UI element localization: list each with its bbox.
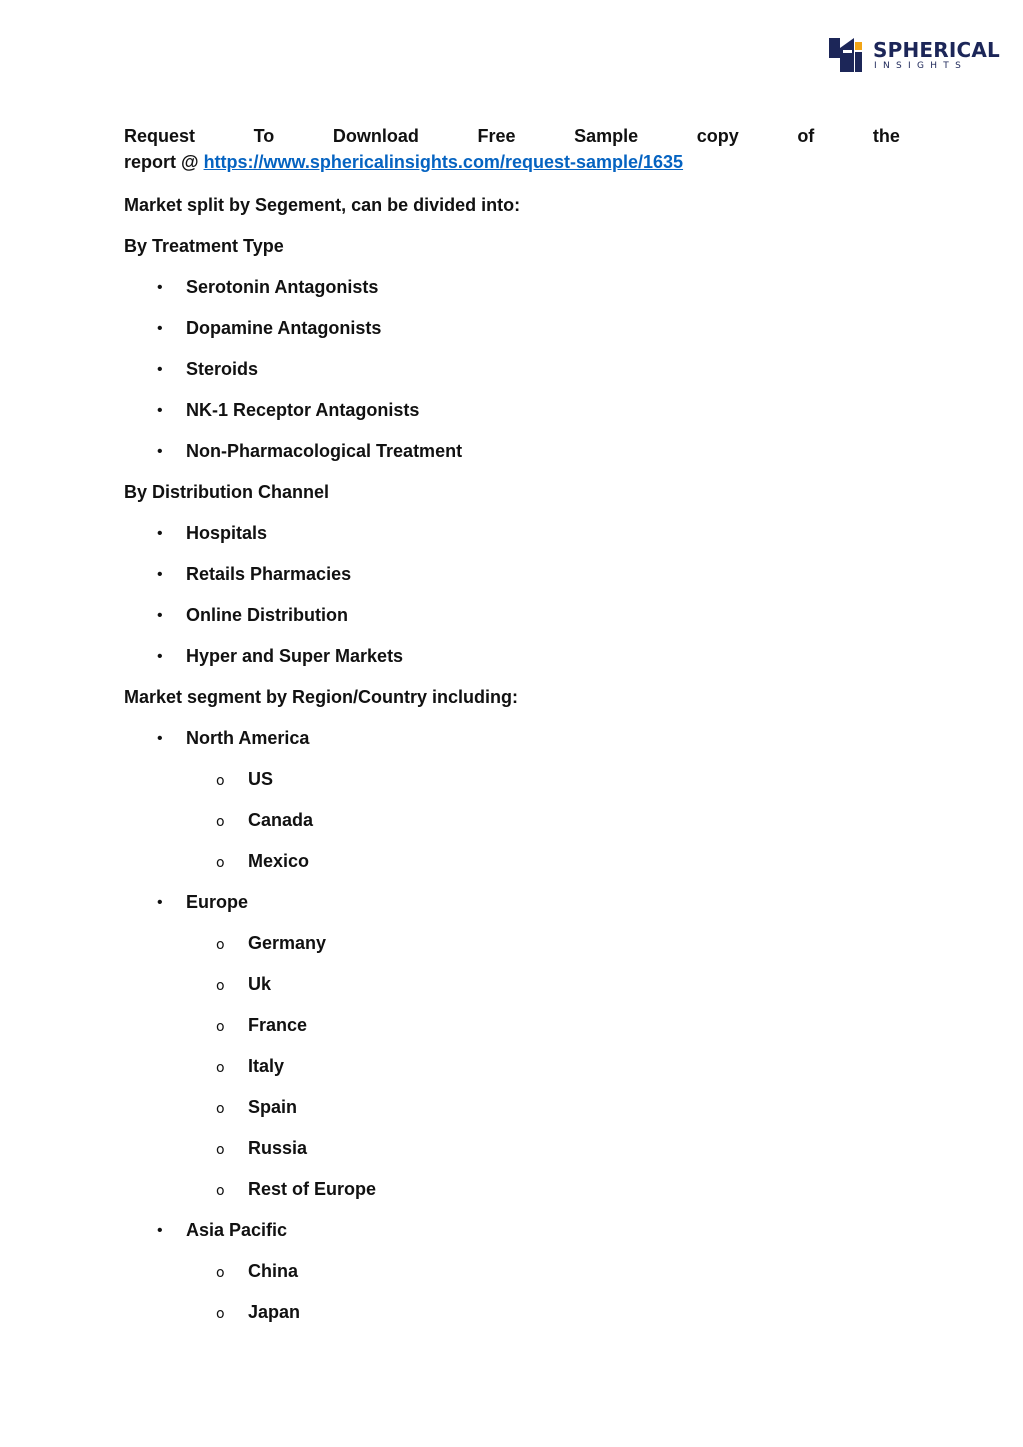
country-label: US bbox=[248, 769, 274, 789]
bullet-icon: • bbox=[157, 361, 163, 378]
spherical-insights-logo bbox=[829, 38, 1000, 72]
request-word: the bbox=[872, 126, 900, 146]
country-item bbox=[124, 1013, 900, 1037]
document-body bbox=[124, 122, 900, 1324]
country-item bbox=[124, 767, 900, 791]
country-label: Spain bbox=[248, 1097, 298, 1117]
list-item bbox=[124, 521, 900, 545]
country-item bbox=[124, 1259, 900, 1283]
request-line bbox=[124, 122, 900, 150]
country-label: Russia bbox=[248, 1138, 308, 1158]
request-prefix: report @ bbox=[124, 152, 204, 172]
logo-subtitle: INSIGHTS bbox=[874, 60, 968, 71]
country-label: Japan bbox=[248, 1302, 301, 1322]
country-label: Uk bbox=[248, 974, 272, 994]
bullet-icon: • bbox=[157, 730, 163, 747]
bullet-icon: • bbox=[157, 1222, 163, 1239]
circle-bullet-icon: o bbox=[216, 1101, 225, 1117]
heading-region: Market segment by Region/Country including: bbox=[124, 687, 519, 707]
list-item-label: Online Distribution bbox=[186, 605, 348, 625]
request-link-line bbox=[124, 148, 900, 176]
circle-bullet-icon: o bbox=[216, 978, 225, 994]
region-label: Europe bbox=[186, 892, 249, 912]
circle-bullet-icon: o bbox=[216, 814, 225, 830]
list-item-label: Hospitals bbox=[186, 523, 268, 543]
bullet-icon: • bbox=[157, 607, 163, 624]
bullet-icon: • bbox=[157, 402, 163, 419]
request-word: Sample bbox=[574, 126, 639, 146]
request-word: Free bbox=[477, 126, 516, 146]
country-label: Canada bbox=[248, 810, 314, 830]
region-item-europe bbox=[124, 890, 900, 914]
region-item-north-america bbox=[124, 726, 900, 750]
country-item bbox=[124, 931, 900, 955]
list-item-label: Steroids bbox=[186, 359, 259, 379]
list-item bbox=[124, 316, 900, 340]
circle-bullet-icon: o bbox=[216, 1265, 225, 1281]
bullet-icon: • bbox=[157, 648, 163, 665]
circle-bullet-icon: o bbox=[216, 1306, 225, 1322]
country-item bbox=[124, 1095, 900, 1119]
bullet-icon: • bbox=[157, 443, 163, 460]
list-item-label: Retails Pharmacies bbox=[186, 564, 352, 584]
country-item bbox=[124, 808, 900, 832]
circle-bullet-icon: o bbox=[216, 937, 225, 953]
bullet-icon: • bbox=[157, 525, 163, 542]
request-sample-link[interactable]: https://www.sphericalinsights.com/request-sample/1635 bbox=[203, 152, 684, 172]
list-item bbox=[124, 644, 900, 668]
country-item bbox=[124, 1136, 900, 1160]
list-item bbox=[124, 357, 900, 381]
heading-treatment-type: By Treatment Type bbox=[124, 236, 284, 256]
list-item-label: NK-1 Receptor Antagonists bbox=[186, 400, 420, 420]
intro-text: Market split by Segement, can be divided into: bbox=[124, 195, 521, 215]
region-item-asia-pacific bbox=[124, 1218, 900, 1242]
country-item bbox=[124, 1300, 900, 1324]
list-item bbox=[124, 562, 900, 586]
circle-bullet-icon: o bbox=[216, 1019, 225, 1035]
circle-bullet-icon: o bbox=[216, 773, 225, 789]
bullet-icon: • bbox=[157, 279, 163, 296]
region-label: Asia Pacific bbox=[186, 1220, 288, 1240]
country-label: Rest of Europe bbox=[248, 1179, 377, 1199]
bullet-icon: • bbox=[157, 894, 163, 911]
country-item bbox=[124, 972, 900, 996]
circle-bullet-icon: o bbox=[216, 1142, 225, 1158]
region-label: North America bbox=[186, 728, 310, 748]
country-label: Mexico bbox=[248, 851, 310, 871]
circle-bullet-icon: o bbox=[216, 1060, 225, 1076]
list-item bbox=[124, 275, 900, 299]
bullet-icon: • bbox=[157, 566, 163, 583]
circle-bullet-icon: o bbox=[216, 1183, 225, 1199]
country-label: France bbox=[248, 1015, 308, 1035]
circle-bullet-icon: o bbox=[216, 855, 225, 871]
logo-mark-icon bbox=[829, 38, 865, 72]
list-item bbox=[124, 603, 900, 627]
request-word: copy bbox=[696, 126, 739, 146]
country-item bbox=[124, 1054, 900, 1078]
list-item-label: Dopamine Antagonists bbox=[186, 318, 382, 338]
heading-distribution-channel: By Distribution Channel bbox=[124, 482, 330, 502]
country-label: China bbox=[248, 1261, 299, 1281]
country-item bbox=[124, 1177, 900, 1201]
list-item-label: Non-Pharmacological Treatment bbox=[186, 441, 463, 461]
logo-name: SPHERICAL bbox=[873, 37, 1001, 62]
request-word: Request bbox=[124, 126, 196, 146]
list-item bbox=[124, 398, 900, 422]
list-item-label: Serotonin Antagonists bbox=[186, 277, 379, 297]
request-word: of bbox=[797, 126, 815, 146]
list-item bbox=[124, 439, 900, 463]
country-label: Germany bbox=[248, 933, 327, 953]
bullet-icon: • bbox=[157, 320, 163, 337]
request-word: To bbox=[253, 126, 275, 146]
country-item bbox=[124, 849, 900, 873]
country-label: Italy bbox=[248, 1056, 285, 1076]
request-word: Download bbox=[332, 126, 419, 146]
list-item-label: Hyper and Super Markets bbox=[186, 646, 404, 666]
